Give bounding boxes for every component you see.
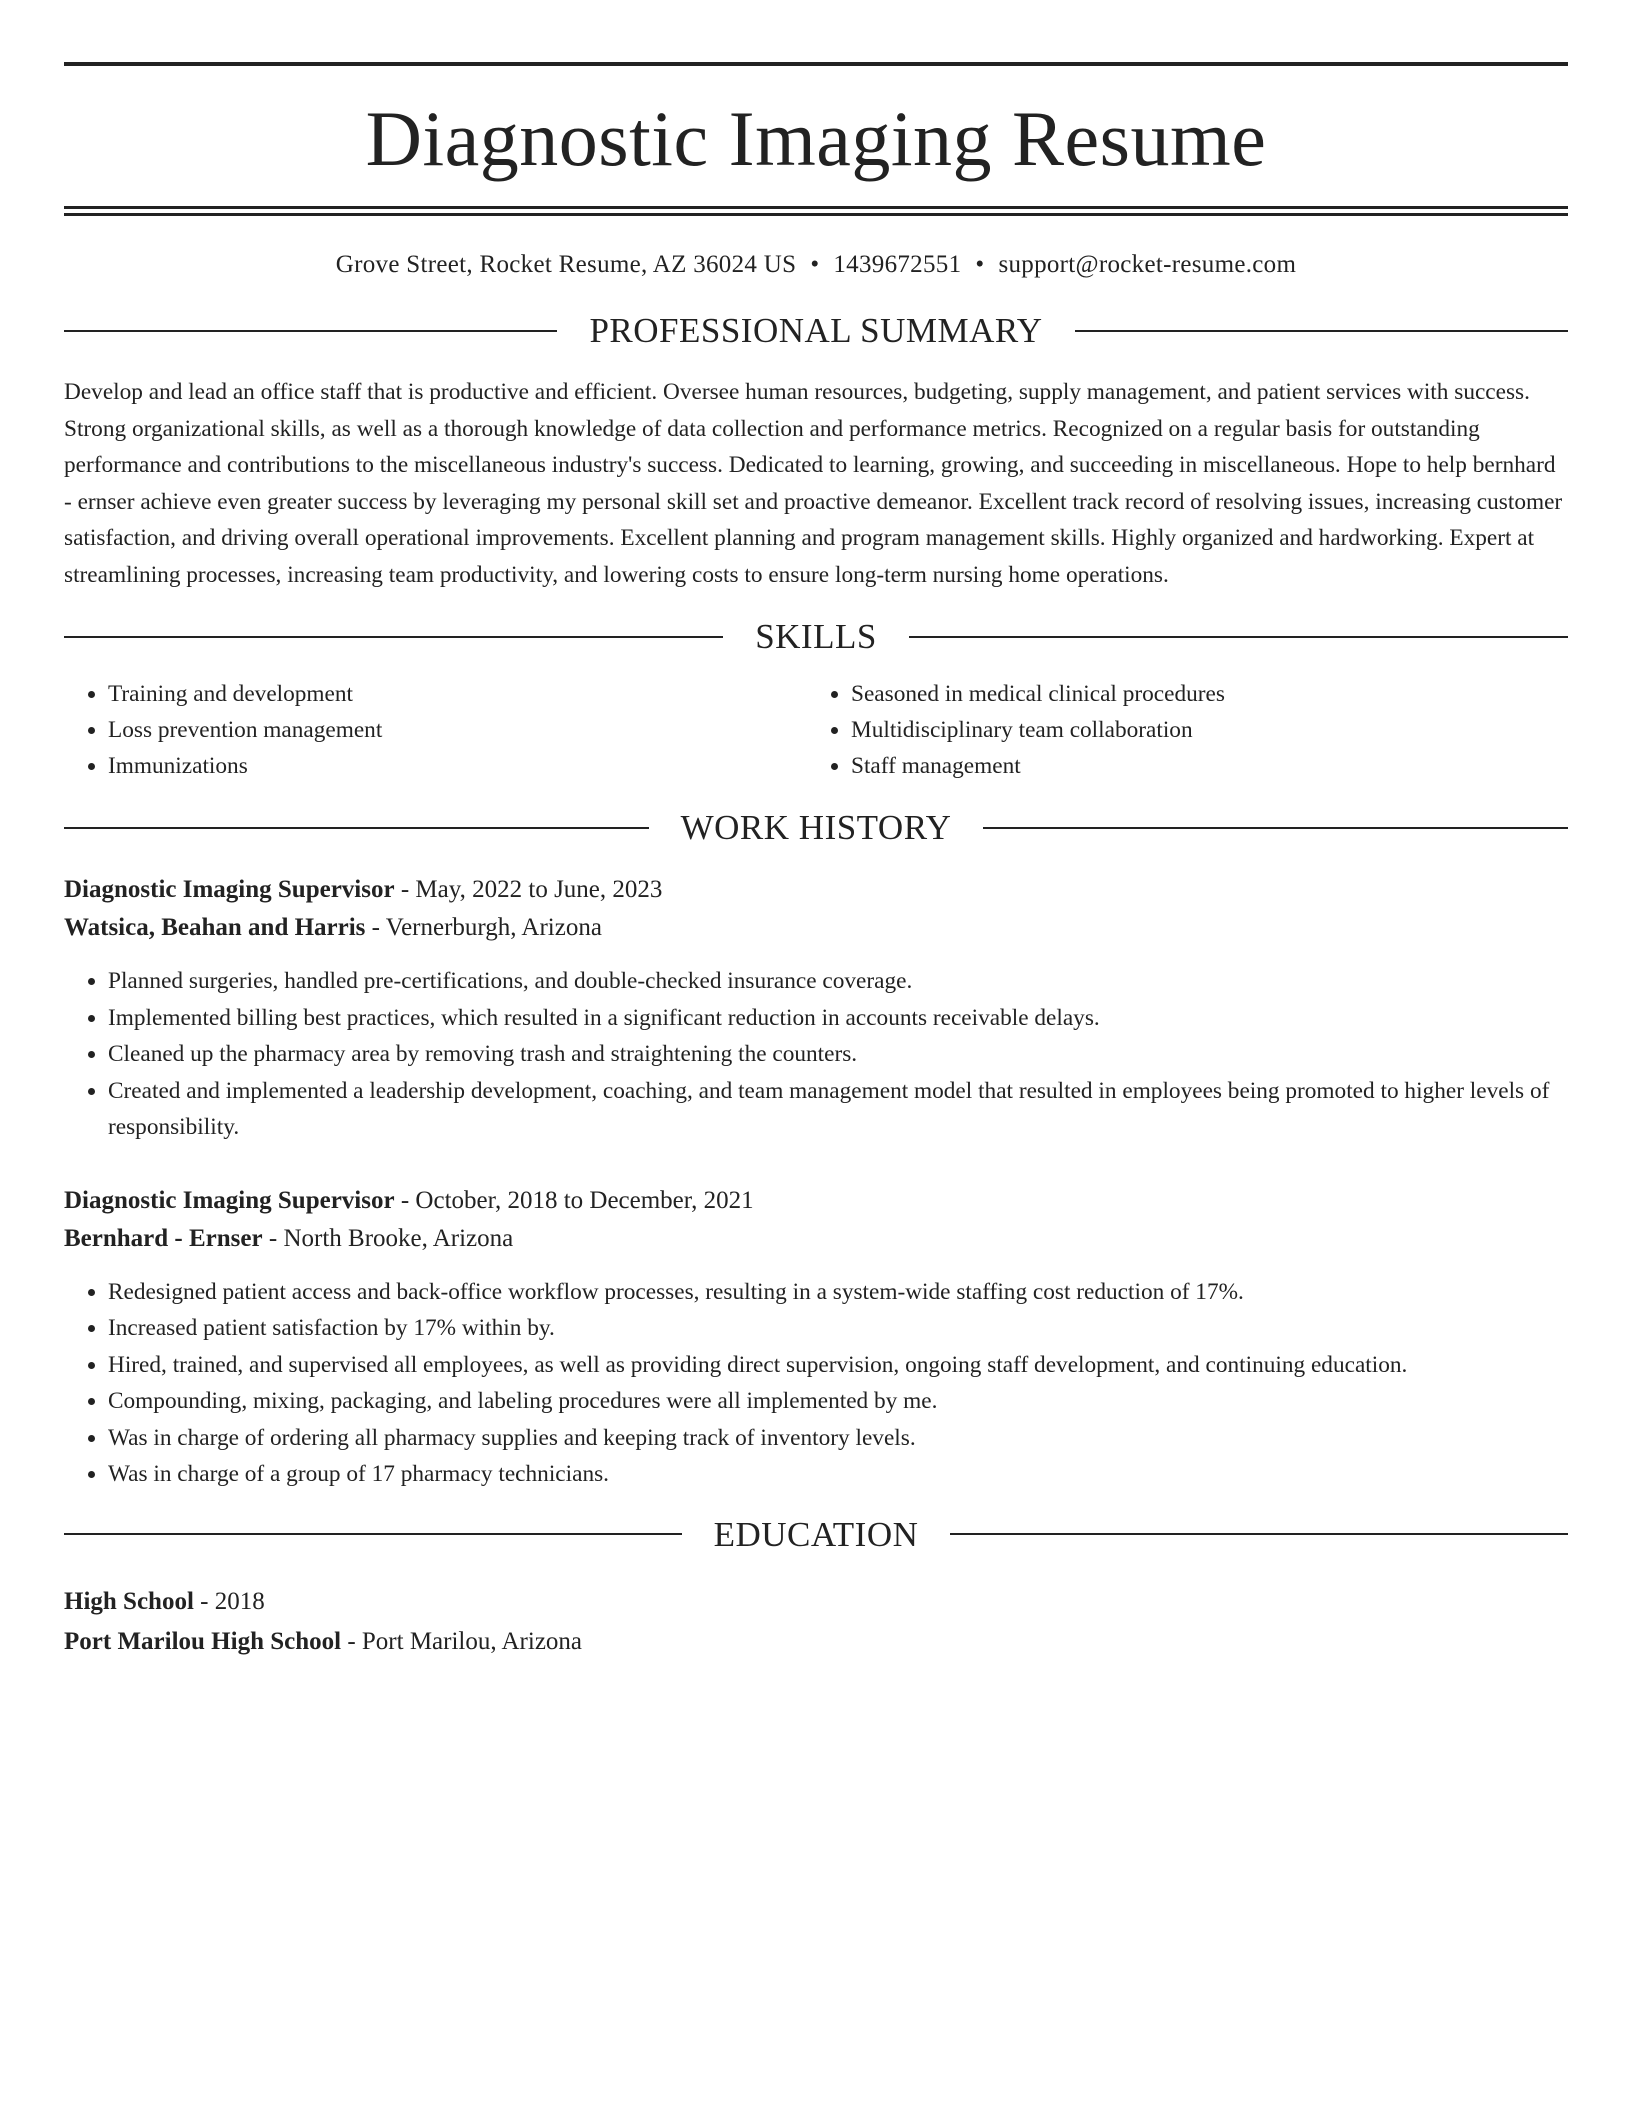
summary-heading-label: PROFESSIONAL SUMMARY <box>589 311 1043 350</box>
education-location: Port Marilou, Arizona <box>361 1627 583 1655</box>
job-bullets <box>64 963 1568 1146</box>
skills-heading-label: SKILLS <box>755 617 877 656</box>
job-bullet: • Increased patient satisfaction by 17% within by. <box>108 1310 1568 1347</box>
contact-separator: • <box>975 251 985 278</box>
heading-rule-left <box>64 827 649 829</box>
job-entry <box>64 1182 1568 1493</box>
job-bullet: • Was in charge of ordering all pharmacy supplies and keeping track of inventory levels. <box>108 1420 1568 1457</box>
job-title: Diagnostic Imaging Supervisor <box>64 1186 395 1214</box>
heading-rule-right <box>909 636 1568 638</box>
top-rule <box>64 62 1568 66</box>
job-title-line <box>64 1182 1568 1220</box>
education-school-line <box>64 1622 1568 1662</box>
work-heading-label: WORK HISTORY <box>680 808 952 847</box>
education-entry <box>64 1582 1568 1662</box>
job-bullet: • Planned surgeries, handled pre-certifications, and double-checked insurance coverage. <box>108 963 1568 1000</box>
skill-item: • Staff management <box>851 748 1568 784</box>
job-company-line <box>64 909 1568 947</box>
dash: - <box>394 876 416 903</box>
dash: - <box>394 1186 416 1214</box>
education-year: 2018 <box>214 1587 265 1615</box>
skills-column-right <box>807 676 1568 784</box>
education-heading-label: EDUCATION <box>713 1514 919 1554</box>
job-company: Bernhard - Ernser <box>64 1224 263 1252</box>
heading-rule-right <box>983 827 1568 829</box>
job-bullets <box>64 1274 1568 1493</box>
job-bullet: • Was in charge of a group of 17 pharmacy technicians. <box>108 1456 1568 1493</box>
heading-rule-right <box>950 1533 1568 1535</box>
skill-item: • Training and development <box>108 676 825 712</box>
job-bullet: • Created and implemented a leadership development, coaching, and team management model that resulted in employees being promoted to higher levels of responsibility. <box>108 1073 1568 1146</box>
skill-item: • Multidisciplinary team collaboration <box>851 712 1568 748</box>
skills-column-left <box>64 676 825 784</box>
contact-email: support@rocket-resume.com <box>998 251 1297 278</box>
skills-section-heading <box>64 619 1568 654</box>
job-bullet: • Redesigned patient access and back-office workflow processes, resulting in a system-wide staffing cost reduction of 17%. <box>108 1274 1568 1311</box>
summary-section-heading <box>64 313 1568 348</box>
skill-item: • Seasoned in medical clinical procedures <box>851 676 1568 712</box>
contact-separator: • <box>810 251 820 278</box>
job-dates: May, 2022 to June, 2023 <box>415 876 663 903</box>
work-section-heading <box>64 810 1568 845</box>
job-location: Vernerburgh, Arizona <box>385 914 602 941</box>
job-location: North Brooke, Arizona <box>283 1224 514 1252</box>
heading-rule-left <box>64 1533 682 1535</box>
skill-item: • Immunizations <box>108 748 825 784</box>
job-dates: October, 2018 to December, 2021 <box>415 1186 754 1214</box>
contact-address: Grove Street, Rocket Resume, AZ 36024 US <box>335 251 797 278</box>
dash: - <box>193 1587 215 1615</box>
job-bullet: • Cleaned up the pharmacy area by removing trash and straightening the counters. <box>108 1036 1568 1073</box>
dash: - <box>262 1224 284 1252</box>
education-degree: High School <box>64 1587 194 1615</box>
job-company: Watsica, Beahan and Harris <box>64 914 366 941</box>
job-company-line <box>64 1220 1568 1258</box>
heading-rule-left <box>64 330 557 332</box>
education-degree-line <box>64 1582 1568 1622</box>
page-title: Diagnostic Imaging Resume <box>365 95 1267 182</box>
job-bullet: • Hired, trained, and supervised all employees, as well as providing direct supervision, ongoing staff development, and continuing education. <box>108 1347 1568 1384</box>
skills-list <box>64 676 1568 784</box>
contact-line <box>64 252 1568 277</box>
job-title-line <box>64 871 1568 909</box>
dash: - <box>341 1627 362 1655</box>
dash: - <box>365 914 386 941</box>
skill-item: • Loss prevention management <box>108 712 825 748</box>
summary-paragraph: Develop and lead an office staff that is productive and efficient. Oversee human resources, budgeting, supply management, and patient services with success. Strong organizational skills, as well as a thorough knowledge of data collection and performance metrics. Recognized on a regular basis for outstanding performance and contributions to the miscellaneous industry's success. Dedicated to learning, growing, and succeeding in miscellaneous. Hope to help bernhard - ernser achieve even greater success by leveraging my personal skill set and proactive demeanor. Excellent track record of resolving issues, increasing customer satisfaction, and driving overall operational improvements. Excellent planning and program management skills. Highly organized and hardworking. Expert at streamlining processes, increasing team productivity, and lowering costs to ensure long-term nursing home operations. <box>64 379 1563 588</box>
contact-phone: 1439672551 <box>833 251 962 278</box>
job-bullet: • Compounding, mixing, packaging, and labeling procedures were all implemented by me. <box>108 1383 1568 1420</box>
education-school: Port Marilou High School <box>64 1627 342 1655</box>
heading-rule-left <box>64 636 723 638</box>
education-section-heading <box>64 1514 1568 1554</box>
title-double-rule <box>64 206 1568 216</box>
job-title: Diagnostic Imaging Supervisor <box>64 876 395 903</box>
job-entry <box>64 871 1568 1146</box>
heading-rule-right <box>1075 330 1568 332</box>
job-bullet: • Implemented billing best practices, which resulted in a significant reduction in accounts receivable delays. <box>108 1000 1568 1037</box>
